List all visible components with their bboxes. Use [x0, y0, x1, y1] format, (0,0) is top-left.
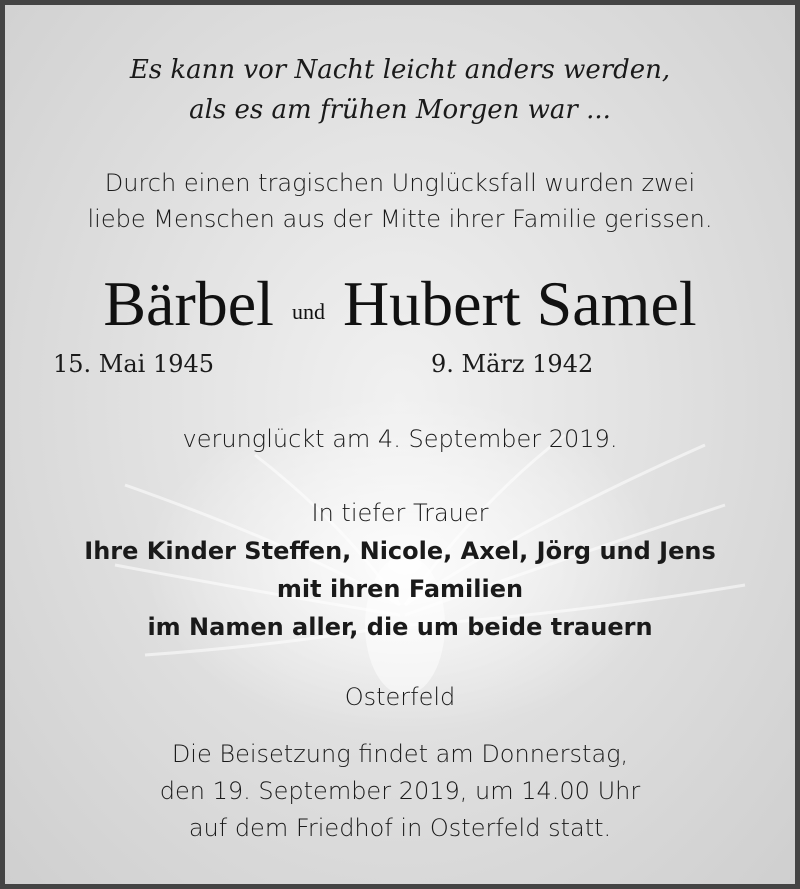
mourners-line-2: mit ihren Familien: [276, 575, 524, 603]
intro-line-2: liebe Menschen aus der Mitte ihrer Familie gerissen.: [87, 205, 713, 233]
first-deceased-birthdate: 15. Mai 1945: [53, 350, 215, 378]
quote-line-2: als es am frühen Morgen war ...: [189, 95, 611, 125]
second-deceased-name: Hubert Samel: [342, 268, 697, 339]
mourners-intro: In tiefer Trauer: [311, 499, 489, 527]
first-deceased-name: Bärbel: [103, 268, 274, 339]
place-name: Osterfeld: [344, 683, 456, 711]
mourners-line-1: Ihre Kinder Steffen, Nicole, Axel, Jörg und Jens: [84, 537, 716, 565]
funeral-line-3: auf dem Friedhof in Osterfeld statt.: [188, 814, 612, 842]
mourners-line-3: im Namen aller, die um beide trauern: [147, 613, 653, 641]
second-deceased-birthdate: 9. März 1942: [431, 350, 594, 378]
funeral-line-2: den 19. September 2019, um 14.00 Uhr: [159, 777, 641, 805]
names-connector: und: [291, 299, 325, 324]
accident-date-line: verunglückt am 4. September 2019.: [182, 425, 618, 453]
quote-line-1: Es kann vor Nacht leicht anders werden,: [129, 55, 671, 85]
intro-line-1: Durch einen tragischen Unglücksfall wurden zwei: [104, 169, 696, 197]
deceased-names: [5, 267, 795, 341]
funeral-line-1: Die Beisetzung findet am Donnerstag,: [171, 740, 629, 768]
